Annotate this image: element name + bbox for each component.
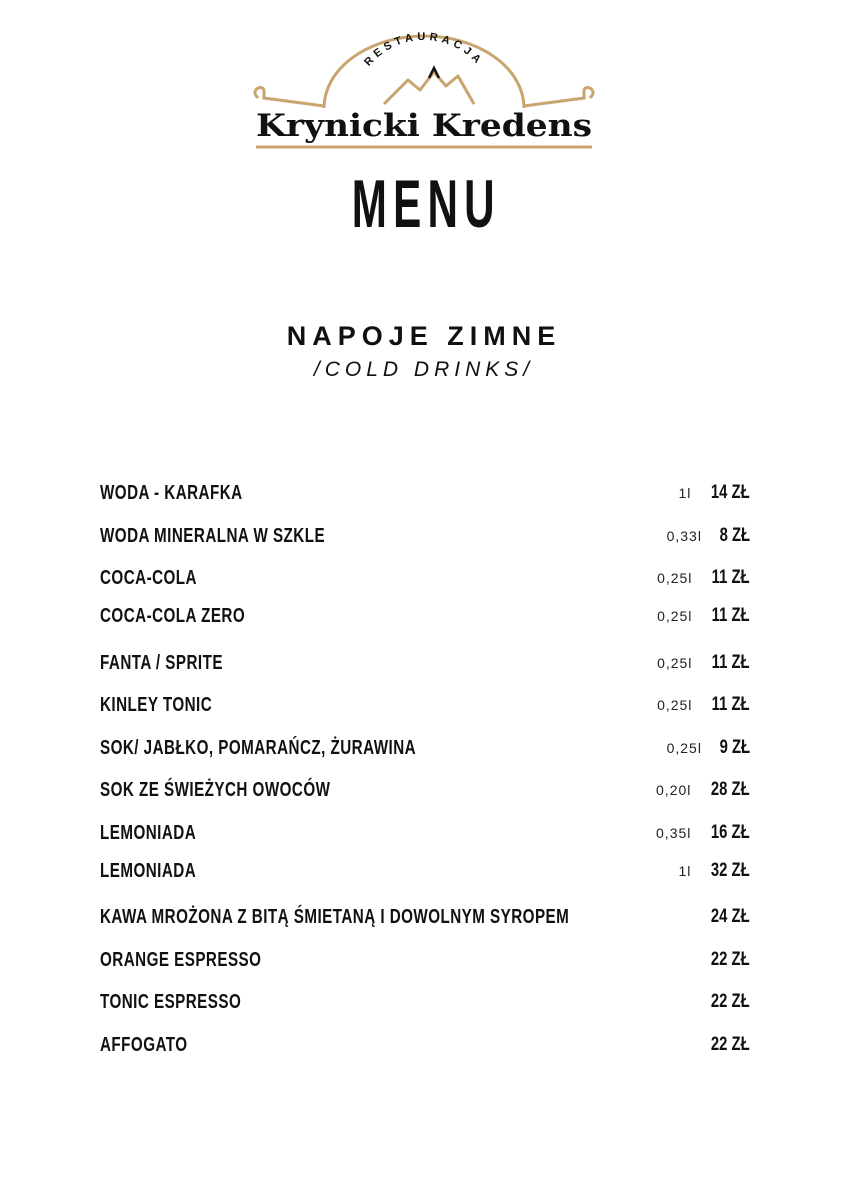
- menu-item: [100, 987, 750, 1017]
- item-name: TONIC ESPRESSO: [100, 991, 242, 1013]
- menu-item: [100, 601, 750, 631]
- item-name: COCA-COLA ZERO: [100, 605, 246, 627]
- item-volume: 0,25l: [657, 697, 693, 713]
- item-name: KINLEY TONIC: [100, 694, 213, 716]
- logo-right-scroll: [524, 88, 593, 107]
- item-volume: 0,25l: [657, 655, 693, 671]
- item-name: SOK/ JABŁKO, POMARAŃCZ, ŻURAWINA: [100, 737, 417, 759]
- item-name: LEMONIADA: [100, 822, 197, 844]
- menu-item: [100, 733, 750, 763]
- item-price: 24 ZŁ: [711, 906, 750, 927]
- item-volume: 1l: [678, 485, 692, 501]
- item-price: 9 ZŁ: [719, 737, 750, 758]
- logo-name: Krynicki Kredens: [256, 108, 592, 144]
- item-name: FANTA / SPRITE: [100, 652, 223, 674]
- item-price: 22 ZŁ: [711, 1034, 750, 1055]
- logo-emblem: [248, 28, 600, 158]
- item-price: 28 ZŁ: [711, 779, 750, 800]
- menu-item: [100, 902, 750, 932]
- menu-item: [100, 945, 750, 975]
- item-name: WODA - KARAFKA: [100, 482, 243, 504]
- menu-item: [100, 521, 750, 551]
- item-name: COCA-COLA: [100, 567, 197, 589]
- logo-top-text: RESTAURACJA: [362, 30, 486, 69]
- menu-item: [100, 775, 750, 805]
- restaurant-logo: [248, 28, 600, 158]
- item-price: 22 ZŁ: [711, 949, 750, 970]
- item-volume: 1l: [678, 863, 692, 879]
- item-price: 11 ZŁ: [712, 694, 750, 715]
- logo-arch: [324, 36, 524, 108]
- item-volume: 0,33l: [666, 528, 702, 544]
- item-price: 8 ZŁ: [719, 525, 750, 546]
- menu-item: [100, 818, 750, 848]
- item-price: 11 ZŁ: [712, 605, 750, 626]
- item-volume: 0,20l: [656, 782, 692, 798]
- item-price: 11 ZŁ: [712, 567, 750, 588]
- item-name: SOK ZE ŚWIEŻYCH OWOCÓW: [100, 779, 331, 801]
- menu-item: [100, 648, 750, 678]
- item-name: AFFOGATO: [100, 1034, 188, 1056]
- item-name: LEMONIADA: [100, 860, 197, 882]
- menu-item: [100, 1030, 750, 1060]
- item-volume: 0,25l: [657, 570, 693, 586]
- logo-left-scroll: [255, 88, 324, 107]
- menu-item: [100, 478, 750, 508]
- menu-item: [100, 563, 750, 593]
- item-price: 16 ZŁ: [711, 822, 750, 843]
- item-price: 11 ZŁ: [712, 652, 750, 673]
- item-name: WODA MINERALNA W SZKLE: [100, 525, 326, 547]
- item-volume: 0,35l: [656, 825, 692, 841]
- item-price: 32 ZŁ: [711, 860, 750, 881]
- menu-title: MENU: [351, 166, 501, 242]
- item-volume: 0,25l: [666, 740, 702, 756]
- section-title: NAPOJE ZIMNE: [286, 321, 562, 351]
- item-price: 14 ZŁ: [711, 482, 750, 503]
- item-name: KAWA MROŻONA Z BITĄ ŚMIETANĄ I DOWOLNYM SYROPEM: [100, 906, 570, 928]
- item-price: 22 ZŁ: [711, 991, 750, 1012]
- menu-item: [100, 690, 750, 720]
- section-subtitle: /COLD DRINKS/: [313, 358, 535, 381]
- item-name: ORANGE ESPRESSO: [100, 949, 262, 971]
- item-volume: 0,25l: [657, 608, 693, 624]
- menu-item: [100, 856, 750, 886]
